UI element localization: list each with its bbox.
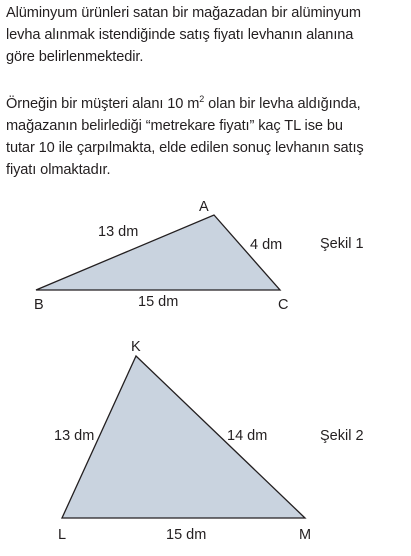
vertex-label-a: A [199, 199, 209, 215]
example-line-2: mağazanın belirlediği “metrekare fiyatı” kaç TL ise bu [6, 118, 343, 134]
intro-line-2: levha alınmak istendiğinde satış fiyatı levhanın alanına [6, 27, 354, 43]
side-label-lm: 15 dm [166, 527, 207, 543]
vertex-label-c: C [278, 297, 289, 313]
vertex-label-k: K [131, 339, 141, 355]
side-label-bc: 15 dm [138, 294, 179, 310]
example-line-3: tutar 10 ile çarpılmakta, elde edilen sonuç levhanın satış [6, 140, 364, 156]
side-label-km: 14 dm [227, 428, 268, 444]
intro-line-3: göre belirlenmektedir. [6, 49, 144, 65]
triangle-klm [62, 356, 305, 518]
vertex-label-m: M [299, 527, 312, 543]
figure-2-caption: Şekil 2 [320, 428, 364, 444]
example-line-4: fiyatı olmaktadır. [6, 162, 111, 178]
side-label-ac: 4 dm [250, 237, 283, 253]
intro-line-1: Alüminyum ürünleri satan bir mağazadan bir alüminyum [6, 5, 361, 21]
example-line-1-end: olan bir levha aldığında, [204, 96, 361, 112]
square-exponent: 2 [199, 94, 205, 104]
figure-2 [54, 339, 364, 543]
vertex-label-l: L [58, 527, 67, 543]
triangle-abc [36, 215, 283, 290]
figure-1 [34, 199, 364, 313]
vertex-label-b: B [34, 297, 44, 313]
figure-1-caption: Şekil 1 [320, 236, 364, 252]
side-label-ab: 13 dm [98, 224, 139, 240]
example-line-1-start: Örneğin bir müşteri alanı 10 m [6, 96, 200, 112]
side-label-kl: 13 dm [54, 428, 95, 444]
